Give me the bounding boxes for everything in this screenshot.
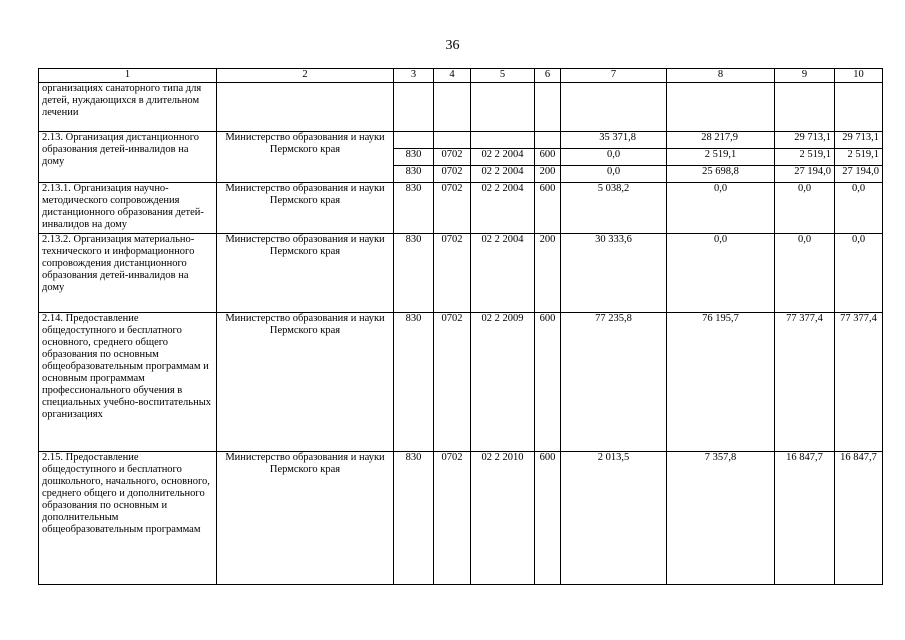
cell-value: 600 — [535, 452, 561, 585]
cell-value: 35 371,8 — [561, 132, 667, 149]
cell-value: 0,0 — [561, 166, 667, 183]
cell-value: 600 — [535, 149, 561, 166]
cell-value: 02 2 2004 — [471, 183, 535, 234]
cell-value: 2 013,5 — [561, 452, 667, 585]
cell-value: 830 — [394, 149, 434, 166]
cell-value: 830 — [394, 166, 434, 183]
cell-value: 830 — [394, 313, 434, 452]
row-ministry: Министерство образования и науки Пермского края — [217, 234, 394, 313]
table-row — [39, 132, 883, 149]
cell-value: 76 195,7 — [667, 313, 775, 452]
page-number: 36 — [445, 38, 460, 53]
row-ministry: Министерство образования и науки Пермского края — [217, 132, 394, 183]
budget-table — [38, 68, 883, 585]
cell-value: 29 713,1 — [835, 132, 883, 149]
cell-value: 02 2 2004 — [471, 234, 535, 313]
cell-value: 02 2 2004 — [471, 166, 535, 183]
col-header-4: 4 — [434, 69, 471, 83]
cell-value: 77 377,4 — [835, 313, 883, 452]
row-ministry: Министерство образования и науки Пермского края — [217, 313, 394, 452]
cell-value: 600 — [535, 183, 561, 234]
table-row — [39, 234, 883, 313]
table-row — [39, 452, 883, 585]
cell-value: 2 519,1 — [775, 149, 835, 166]
cell-value: 830 — [394, 183, 434, 234]
col-header-9: 9 — [775, 69, 835, 83]
table-row — [39, 183, 883, 234]
cell-value: 77 235,8 — [561, 313, 667, 452]
cell-value: 0,0 — [667, 234, 775, 313]
cell-value: 0,0 — [667, 183, 775, 234]
row-ministry: Министерство образования и науки Пермского края — [217, 183, 394, 234]
cell-value: 27 194,0 — [835, 166, 883, 183]
cell-value: 200 — [535, 234, 561, 313]
cell-value: 830 — [394, 234, 434, 313]
cell-value: 16 847,7 — [775, 452, 835, 585]
col-header-1: 1 — [39, 69, 217, 83]
table-row — [39, 313, 883, 452]
cell-value: 830 — [394, 452, 434, 585]
col-header-6: 6 — [535, 69, 561, 83]
cell-value: 0702 — [434, 149, 471, 166]
col-header-2: 2 — [217, 69, 394, 83]
cell-value: 7 357,8 — [667, 452, 775, 585]
cell-value: 16 847,7 — [835, 452, 883, 585]
col-header-8: 8 — [667, 69, 775, 83]
cell-value: 02 2 2010 — [471, 452, 535, 585]
col-header-7: 7 — [561, 69, 667, 83]
cell-value: 0,0 — [835, 234, 883, 313]
col-header-10: 10 — [835, 69, 883, 83]
cell-value: 0702 — [434, 313, 471, 452]
cell-value: 27 194,0 — [775, 166, 835, 183]
cell-value: 30 333,6 — [561, 234, 667, 313]
cell-value: 0702 — [434, 452, 471, 585]
row-name: 2.15. Предоставление общедоступного и бесплатного дошкольного, начального, основного, среднего общего и дополнительного образования по основным и дополнительным общеобразовательным программам — [39, 452, 217, 585]
row-name: 2.14. Предоставление общедоступного и бесплатного основного, среднего общего образования по основным общеобразовательным программам и основным программам профессионального обучения в специальных учебно-воспитательных организациях — [39, 313, 217, 452]
cell-value: 77 377,4 — [775, 313, 835, 452]
cell-value: 0702 — [434, 166, 471, 183]
cell-value: 0,0 — [775, 234, 835, 313]
cell-value: 2 519,1 — [835, 149, 883, 166]
cell-value: 02 2 2004 — [471, 149, 535, 166]
cell-value: 0,0 — [775, 183, 835, 234]
cell-value: 200 — [535, 166, 561, 183]
cell-value: 25 698,8 — [667, 166, 775, 183]
cell-value: 28 217,9 — [667, 132, 775, 149]
col-header-3: 3 — [394, 69, 434, 83]
row-ministry: Министерство образования и науки Пермского края — [217, 452, 394, 585]
row-name: 2.13.1. Организация научно-методического сопровождения дистанционного образования детей-инвалидов на дому — [39, 183, 217, 234]
table-row — [39, 83, 883, 132]
col-header-5: 5 — [471, 69, 535, 83]
cell-value: 0,0 — [835, 183, 883, 234]
header-row — [39, 69, 883, 83]
cell-value: 0,0 — [561, 149, 667, 166]
cell-value: 2 519,1 — [667, 149, 775, 166]
cell-value: 02 2 2009 — [471, 313, 535, 452]
row-name: 2.13.2. Организация материально-технического и информационного сопровождения дистанционного образования детей-инвалидов на дому — [39, 234, 217, 313]
cell-value: 600 — [535, 313, 561, 452]
cell-value: 5 038,2 — [561, 183, 667, 234]
cell-value: 29 713,1 — [775, 132, 835, 149]
cell-value: 0702 — [434, 183, 471, 234]
row-name: 2.13. Организация дистанционного образования детей-инвалидов на дому — [39, 132, 217, 183]
cell-value: 0702 — [434, 234, 471, 313]
row-ministry — [217, 83, 394, 132]
row-name: организациях санаторного типа для детей, нуждающихся в длительном лечении — [39, 83, 217, 132]
